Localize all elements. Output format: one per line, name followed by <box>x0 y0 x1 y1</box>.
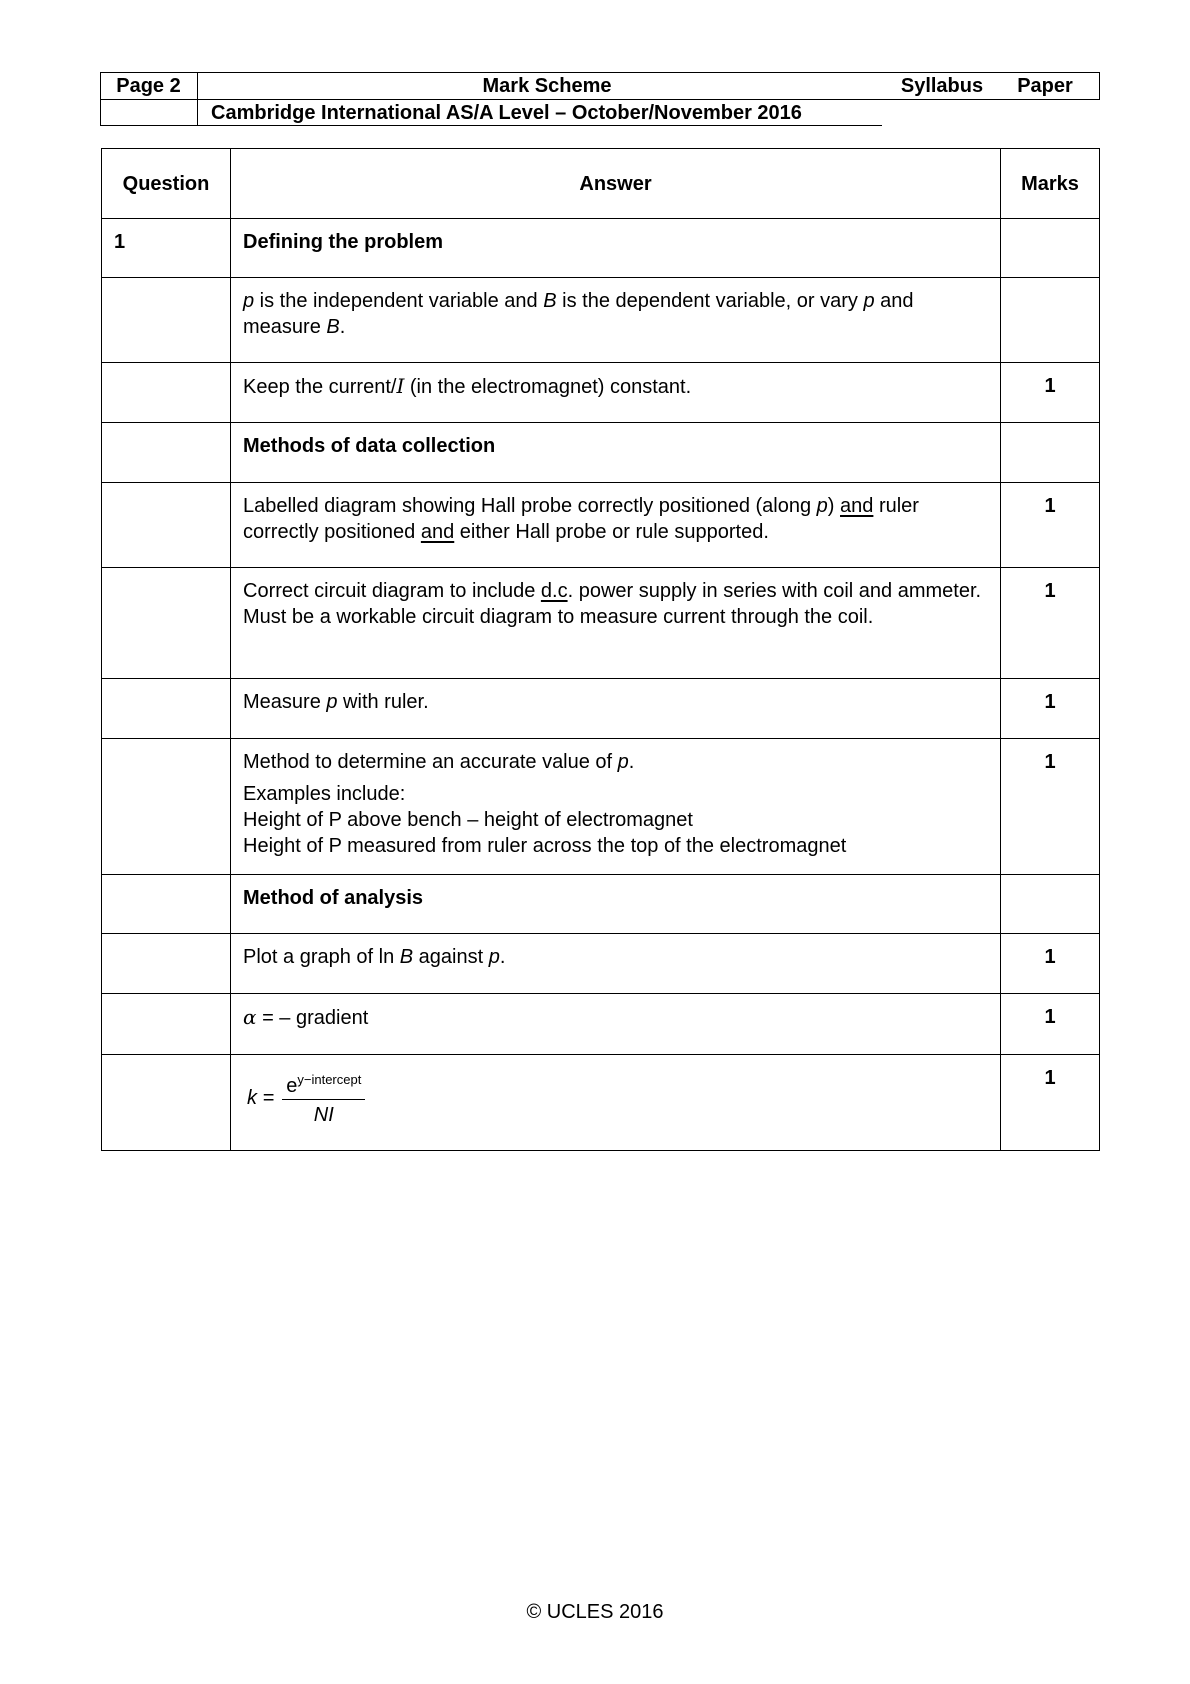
answer-text: α = – gradient <box>231 994 1001 1055</box>
table-row <box>102 739 1100 875</box>
section-heading: Defining the problem <box>231 219 1001 278</box>
answer-text: Labelled diagram showing Hall probe correctly positioned (along p) and ruler correctly positioned and either Hall probe or rule supported. <box>231 483 1001 568</box>
table-row <box>102 568 1100 679</box>
table-row <box>102 363 1100 423</box>
col-marks-header: Marks <box>1001 149 1100 219</box>
table-row <box>102 875 1100 934</box>
table-row <box>102 1055 1100 1151</box>
mark-value: 1 <box>1001 739 1100 875</box>
header-divider <box>1099 73 1100 99</box>
answer-text: Keep the current/I (in the electromagnet) constant. <box>231 363 1001 423</box>
header-row-2 <box>100 100 1100 126</box>
header-syllabus: Syllabus <box>900 75 984 97</box>
section-heading: Methods of data collection <box>231 423 1001 483</box>
copyright-footer: © UCLES 2016 <box>526 1601 664 1623</box>
header-title: Mark Scheme <box>482 75 612 97</box>
header-subtitle: Cambridge International AS/A Level – October/November 2016 <box>211 102 802 124</box>
col-answer-header: Answer <box>231 149 1001 219</box>
formula-cell <box>231 1055 1001 1151</box>
table-row <box>102 679 1100 739</box>
answer-text: Measure p with ruler. <box>231 679 1001 739</box>
mark-value: 1 <box>1001 1055 1100 1151</box>
mark-value: 1 <box>1001 483 1100 568</box>
table-row <box>102 278 1100 363</box>
header-paper: Paper <box>1017 75 1073 97</box>
table-row <box>102 483 1100 568</box>
answer-text: Correct circuit diagram to include d.c. power supply in series with coil and ammeter. Must be a workable circuit diagram to measure current through the coil. <box>231 568 1001 679</box>
answer-text: Method to determine an accurate value of p. Examples include: Height of P above bench – height of electromagnet Height of P measured from ruler across the top of the electromagnet <box>231 739 1001 875</box>
header-row-1 <box>100 72 1100 100</box>
mark-scheme-table <box>101 148 1100 1151</box>
mark-value: 1 <box>1001 568 1100 679</box>
table-header-row <box>102 149 1100 219</box>
table-row <box>102 934 1100 994</box>
page-number: Page 2 <box>116 75 181 97</box>
mark-value: 1 <box>1001 363 1100 423</box>
answer-text: Plot a graph of ln B against p. <box>231 934 1001 994</box>
table-row <box>102 423 1100 483</box>
mark-value: 1 <box>1001 994 1100 1055</box>
mark-value: 1 <box>1001 679 1100 739</box>
page-header <box>100 72 1100 126</box>
table-row <box>102 994 1100 1055</box>
col-question-header: Question <box>102 149 231 219</box>
answer-text: p is the independent variable and B is the dependent variable, or vary p and measure B. <box>231 278 1001 363</box>
k-formula: k = $\frac{e^{y-intercept}}{NI}$ <box>247 1069 988 1126</box>
question-number: 1 <box>102 219 231 278</box>
table-row <box>102 219 1100 278</box>
mark-value: 1 <box>1001 934 1100 994</box>
section-heading: Method of analysis <box>231 875 1001 934</box>
